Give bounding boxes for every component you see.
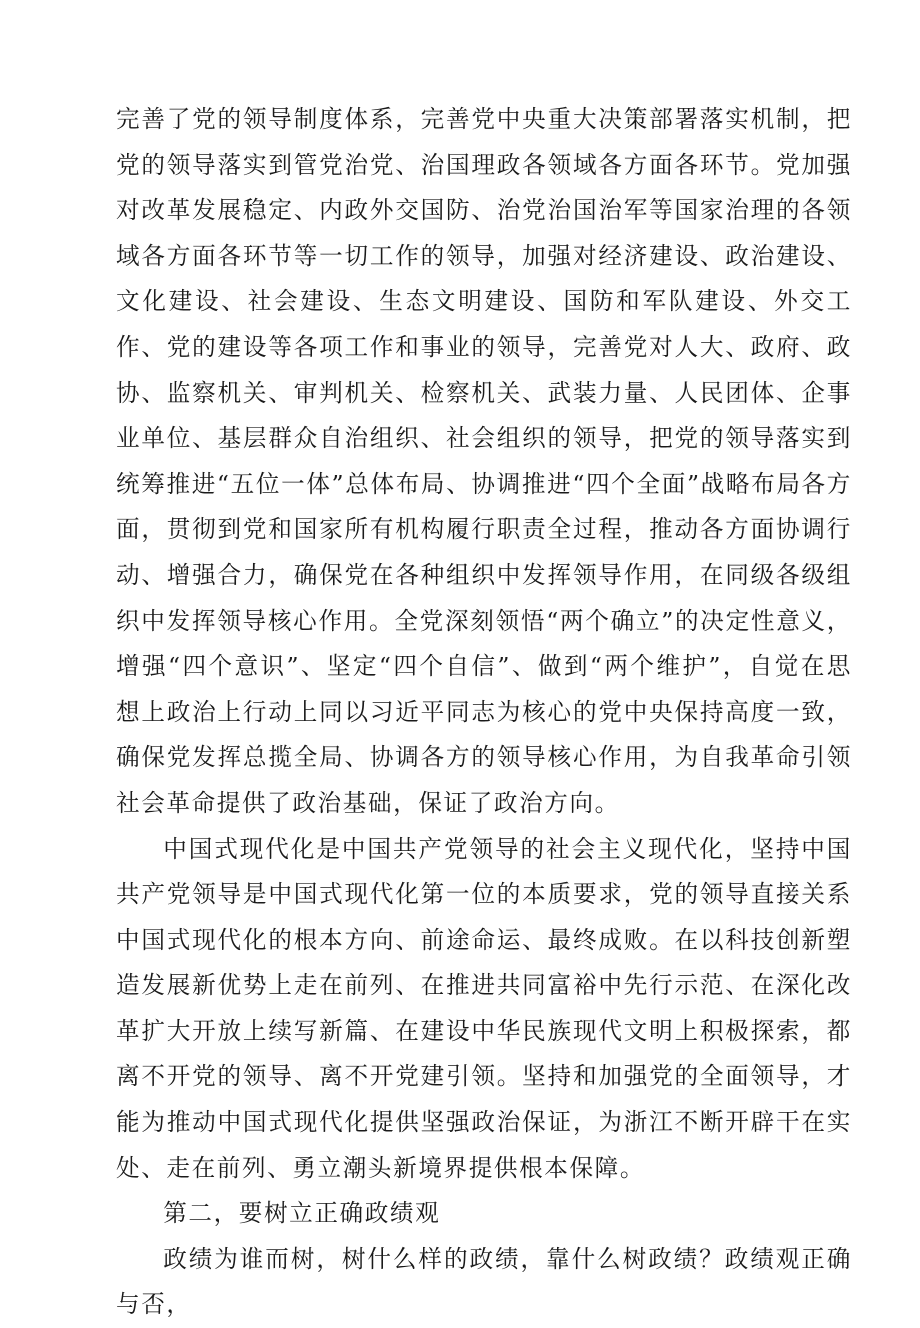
paragraph-chinese-modernization: 中国式现代化是中国共产党领导的社会主义现代化，坚持中国共产党领导是中国式现代化第一位的本质要求，党的领导直接关系中国式现代化的根本方向、前途命运、最终成败。在以科技创新塑造发展新优势上走在前列、在推进共同富裕中先行示范、在深化改革扩大开放上续写新篇、在建设中华民族现代文明上积极探索，都离不开党的领导、离不开党建引领。坚持和加强党的全面领导，才能为推动中国式现代化提供坚强政治保证，为浙江不断开辟干在实处、走在前列、勇立潮头新境界提供根本保障。 [116, 834, 852, 1182]
paragraph-party-leadership-system: 完善了党的领导制度体系，完善党中央重大决策部署落实机制，把党的领导落实到管党治党、治国理政各领域各方面各环节。党加强对改革发展稳定、内政外交国防、治党治国治军等国家治理的各领域各方面各环节等一切工作的领导，加强对经济建设、政治建设、文化建设、社会建设、生态文明建设、国防和军队建设、外交工作、党的建设等各项工作和事业的领导，完善党对人大、政府、政协、监察机关、审判机关、检察机关、武装力量、人民团体、企事业单位、基层群众自治组织、社会组织的领导，把党的领导落实到统筹推进“五位一体”总体布局、协调推进“四个全面”战略布局各方面，贯彻到党和国家所有机构履行职责全过程，推动各方面协调行动、增强合力，确保党在各种组织中发挥领导作用，在同级各级组织中发挥领导核心作用。全党深刻领悟“两个确立”的决定性意义，增强“四个意识”、坚定“四个自信”、做到“两个维护”，自觉在思想上政治上行动上同以习近平同志为核心的党中央保持高度一致，确保党发挥总揽全局、协调各方的领导核心作用，为自我革命引领社会革命提供了政治基础，保证了政治方向。 [116, 105, 852, 817]
paragraph-political-performance: 政绩为谁而树，树什么样的政绩，靠什么树政绩？政绩观正确与否， [116, 1244, 852, 1319]
document-body [116, 97, 852, 1328]
section-heading: 第二，要树立正确政绩观 [163, 1199, 441, 1228]
